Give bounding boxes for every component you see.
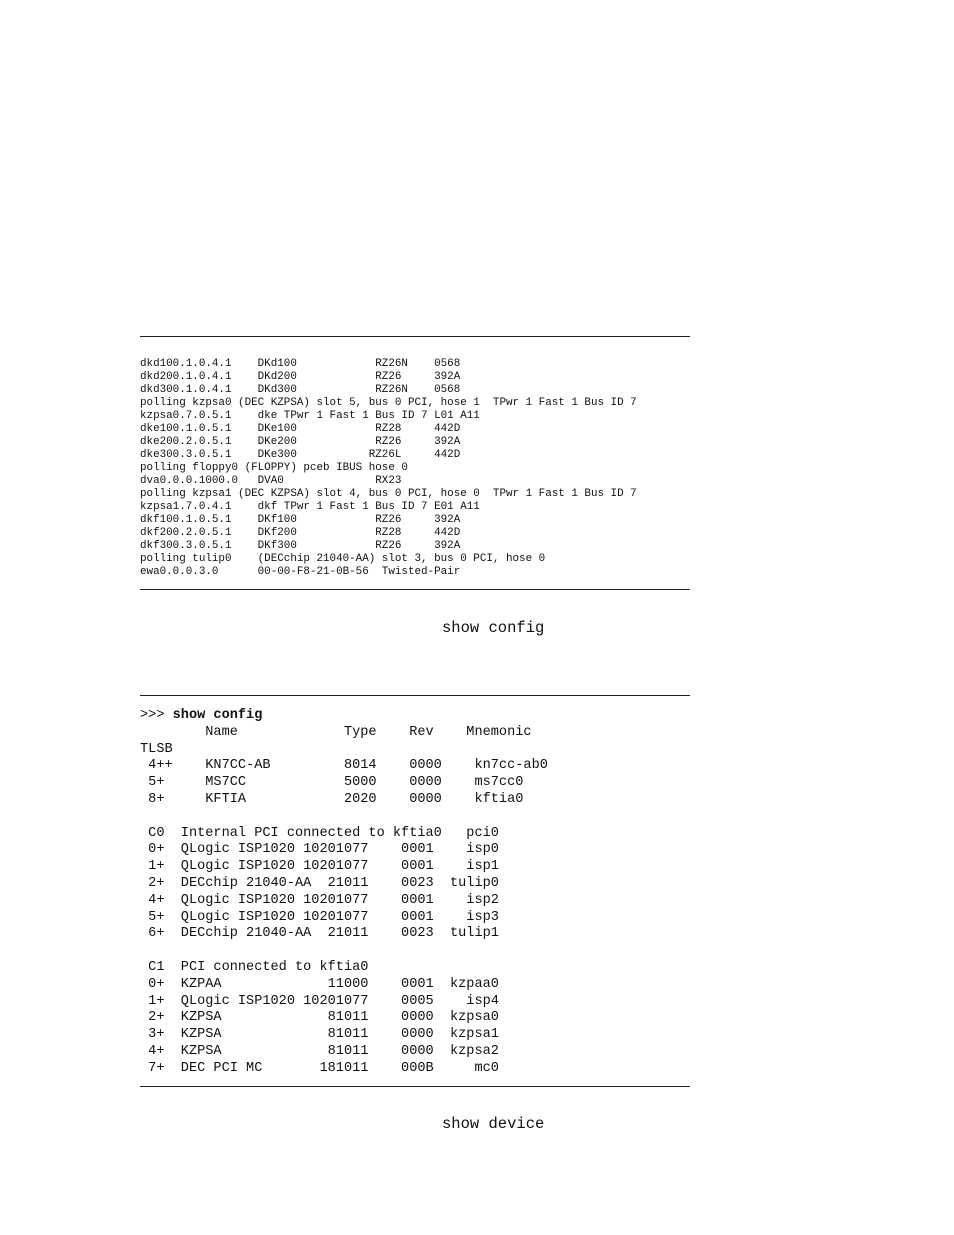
- config-line: 7+ DEC PCI MC 181011 000B mc0: [140, 1060, 499, 1076]
- device-listing-line: dkf100.1.0.5.1 DKf100 RZ26 392A: [140, 514, 461, 526]
- device-listing-line: dkf300.3.0.5.1 DKf300 RZ26 392A: [140, 540, 461, 552]
- config-line: 0+ QLogic ISP1020 10201077 0001 isp0: [140, 842, 499, 858]
- config-line: 0+ KZPAA 11000 0001 kzpaa0: [140, 976, 499, 992]
- config-line: Name Type Rev Mnemonic: [140, 724, 532, 740]
- config-line: 4+ KZPSA 81011 0000 kzpsa2: [140, 1043, 499, 1059]
- config-line: 3+ KZPSA 81011 0000 kzpsa1: [140, 1027, 499, 1043]
- section-heading-show-config: show config: [442, 619, 545, 637]
- bottom-rule-2: [140, 1086, 690, 1087]
- device-listing-line: dke300.3.0.5.1 DKe300 RZ26L 442D: [140, 449, 461, 461]
- device-listing-line: dkd200.1.0.4.1 DKd200 RZ26 392A: [140, 371, 461, 383]
- device-listing-line: polling kzpsa0 (DEC KZPSA) slot 5, bus 0 PCI, hose 1 TPwr 1 Fast 1 Bus ID 7: [140, 397, 637, 409]
- device-listing-line: kzpsa0.7.0.5.1 dke TPwr 1 Fast 1 Bus ID 7 L01 A11: [140, 410, 480, 422]
- device-listing-line: dva0.0.0.1000.0 DVA0 RX23: [140, 475, 402, 487]
- device-listing-line: polling kzpsa1 (DEC KZPSA) slot 4, bus 0 PCI, hose 0 TPwr 1 Fast 1 Bus ID 7: [140, 488, 637, 500]
- command-line: [140, 708, 548, 725]
- config-line: 5+ MS7CC 5000 0000 ms7cc0: [140, 775, 524, 791]
- top-rule-1: [140, 336, 690, 337]
- config-line: 4+ QLogic ISP1020 10201077 0001 isp2: [140, 892, 499, 908]
- prompt: >>>: [140, 708, 173, 723]
- device-listing-line: dke100.1.0.5.1 DKe100 RZ28 442D: [140, 423, 461, 435]
- config-line: 5+ QLogic ISP1020 10201077 0001 isp3: [140, 909, 499, 925]
- config-line: 8+ KFTIA 2020 0000 kftia0: [140, 791, 524, 807]
- device-listing-line: polling floppy0 (FLOPPY) pceb IBUS hose 0: [140, 462, 408, 474]
- config-line: C0 Internal PCI connected to kftia0 pci0: [140, 825, 499, 841]
- device-listing-line: polling tulip0 (DECchip 21040-AA) slot 3, bus 0 PCI, hose 0: [140, 553, 546, 565]
- config-line: [140, 943, 548, 960]
- device-listing-line: dkd100.1.0.4.1 DKd100 RZ26N 0568: [140, 358, 461, 370]
- command-text: show config: [172, 708, 263, 723]
- config-line: 1+ QLogic ISP1020 10201077 0001 isp1: [140, 859, 499, 875]
- config-line: 6+ DECchip 21040-AA 21011 0023 tulip1: [140, 926, 499, 942]
- device-listing-block: [140, 358, 637, 579]
- config-line: 2+ KZPSA 81011 0000 kzpsa0: [140, 1010, 499, 1026]
- show-config-block: [140, 708, 548, 1078]
- device-listing-line: dkf200.2.0.5.1 DKf200 RZ28 442D: [140, 527, 461, 539]
- device-listing-line: dke200.2.0.5.1 DKe200 RZ26 392A: [140, 436, 461, 448]
- section-heading-show-device: show device: [442, 1115, 545, 1133]
- top-rule-2: [140, 695, 690, 696]
- config-line: [140, 809, 548, 826]
- device-listing-line: dkd300.1.0.4.1 DKd300 RZ26N 0568: [140, 384, 461, 396]
- config-line: 1+ QLogic ISP1020 10201077 0005 isp4: [140, 993, 499, 1009]
- config-line: TLSB: [140, 741, 173, 757]
- bottom-rule-1: [140, 589, 690, 590]
- config-line: C1 PCI connected to kftia0: [140, 959, 369, 975]
- config-line: 2+ DECchip 21040-AA 21011 0023 tulip0: [140, 875, 499, 891]
- device-listing-line: kzpsa1.7.0.4.1 dkf TPwr 1 Fast 1 Bus ID 7 E01 A11: [140, 501, 480, 513]
- config-line: 4++ KN7CC-AB 8014 0000 kn7cc-ab0: [140, 758, 548, 774]
- device-listing-line: ewa0.0.0.3.0 00-00-F8-21-0B-56 Twisted-Pair: [140, 566, 461, 578]
